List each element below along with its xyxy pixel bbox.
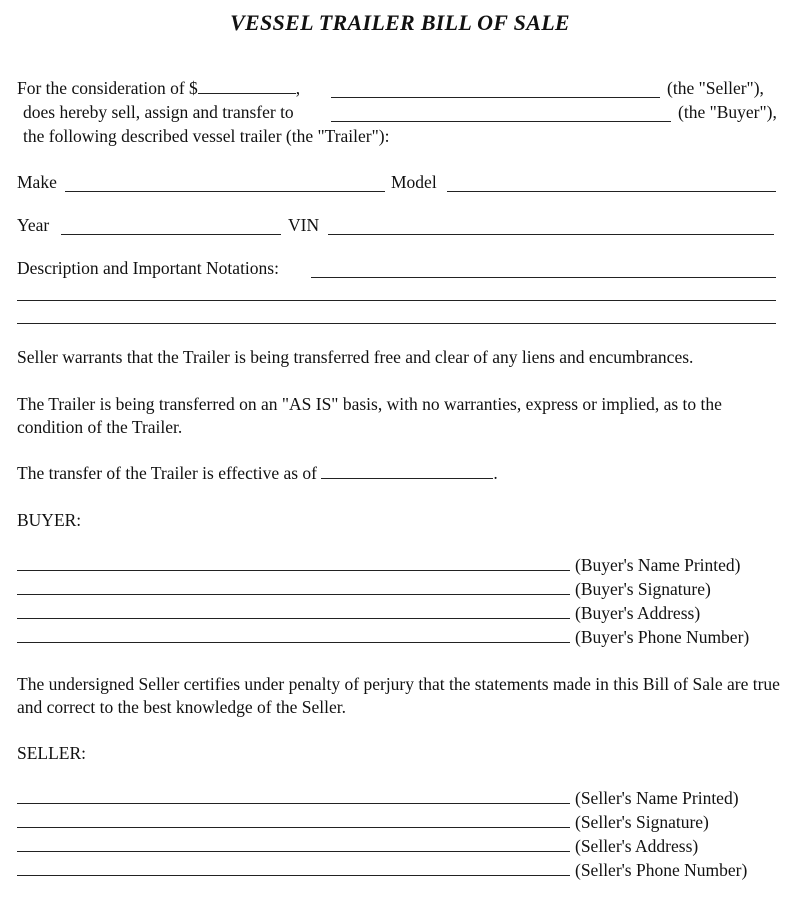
- transfer-prefix: does hereby sell, assign and transfer to: [23, 102, 294, 122]
- consideration-amount-field[interactable]: [198, 78, 296, 94]
- buyer-name-line[interactable]: [17, 556, 570, 571]
- warranty-clause: Seller warrants that the Trailer is being transferred free and clear of any liens and encumbrances.: [17, 347, 694, 367]
- consideration-prefix: For the consideration of $: [17, 78, 198, 98]
- effective-suffix: .: [493, 463, 498, 483]
- consideration-line: [17, 78, 300, 98]
- buyer-name-field[interactable]: [331, 106, 671, 122]
- certification-clause: The undersigned Seller certifies under penalty of perjury that the statements made in this Bill of Sale are true and correct to the best knowledge of the Seller.: [17, 674, 780, 717]
- buyer-address-line[interactable]: [17, 604, 570, 619]
- buyer-row-signature: [17, 579, 711, 599]
- seller-name-field[interactable]: [331, 82, 660, 98]
- buyer-row-name: [17, 555, 740, 575]
- seller-row-label: (Seller's Signature): [575, 812, 709, 832]
- document-title: VESSEL TRAILER BILL OF SALE: [230, 10, 570, 35]
- model-label: Model: [391, 172, 437, 192]
- seller-row-phone: [17, 860, 747, 880]
- buyer-designation: (the "Buyer"),: [678, 102, 777, 122]
- buyer-row-label: (Buyer's Address): [575, 603, 701, 623]
- comma: ,: [295, 78, 301, 98]
- buyer-row-label: (Buyer's Signature): [575, 579, 711, 599]
- buyer-phone-line[interactable]: [17, 628, 570, 643]
- buyer-heading: BUYER:: [17, 510, 82, 530]
- description-label: Description and Important Notations:: [17, 258, 279, 278]
- effective-prefix: The transfer of the Trailer is effective as of: [17, 463, 317, 483]
- buyer-row-address: [17, 603, 700, 623]
- vin-field[interactable]: [328, 219, 774, 235]
- seller-address-line[interactable]: [17, 837, 570, 852]
- described-line: the following described vessel trailer (the "Trailer"):: [23, 126, 390, 146]
- seller-signature-line[interactable]: [17, 813, 570, 828]
- seller-phone-line[interactable]: [17, 861, 570, 876]
- seller-name-line[interactable]: [17, 789, 570, 804]
- seller-row-label: (Seller's Phone Number): [575, 860, 748, 880]
- buyer-row-label: (Buyer's Phone Number): [575, 627, 750, 647]
- make-label: Make: [17, 172, 57, 192]
- description-field-line-1[interactable]: [311, 262, 776, 278]
- vin-label: VIN: [288, 215, 320, 235]
- seller-heading: SELLER:: [17, 743, 87, 763]
- seller-designation: (the "Seller"),: [667, 78, 764, 98]
- seller-row-signature: [17, 812, 709, 832]
- as-is-clause: The Trailer is being transferred on an "AS IS" basis, with no warranties, express or implied, as to the condition of the Trailer.: [17, 394, 722, 437]
- year-field[interactable]: [61, 219, 281, 235]
- model-field[interactable]: [447, 176, 776, 192]
- buyer-row-label: (Buyer's Name Printed): [575, 555, 741, 575]
- description-field-line-3[interactable]: [17, 323, 776, 324]
- buyer-signature-line[interactable]: [17, 580, 570, 595]
- effective-date-field[interactable]: [321, 463, 493, 479]
- seller-row-name: [17, 788, 739, 808]
- description-field-line-2[interactable]: [17, 300, 776, 301]
- seller-row-label: (Seller's Address): [575, 836, 699, 856]
- buyer-row-phone: [17, 627, 749, 647]
- seller-row-address: [17, 836, 698, 856]
- year-label: Year: [17, 215, 50, 235]
- effective-date-line: [17, 463, 498, 483]
- make-field[interactable]: [65, 176, 385, 192]
- seller-row-label: (Seller's Name Printed): [575, 788, 739, 808]
